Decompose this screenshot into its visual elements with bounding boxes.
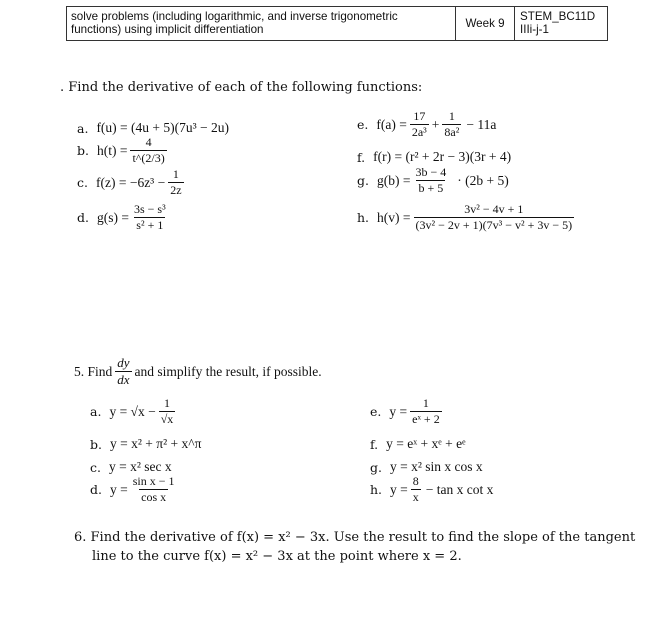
q4-item-f [357, 149, 511, 165]
denominator: s² + 1 [136, 218, 164, 232]
q4-item-e [357, 110, 496, 139]
item-label: h. [370, 482, 383, 497]
fraction [413, 166, 448, 195]
expression: y = x² sec x [108, 459, 172, 474]
q4-item-a [77, 120, 229, 136]
item-label: f. [357, 149, 366, 165]
numerator: 3v² − 4v + 1 [464, 202, 524, 216]
expression: y = x² sin x cos x [389, 459, 483, 474]
header-topic: solve problems (including logarithmic, and inverse trigonometric functions) using implicit differentiation [67, 7, 456, 40]
item-label: h. [357, 210, 370, 225]
q5-item-f [370, 436, 466, 452]
expression: f(r) = (r² + 2r − 3)(3r + 4) [373, 149, 512, 164]
q5-post: and simplify the result, if possible. [134, 363, 322, 379]
numerator: 17 [413, 109, 426, 123]
numerator: 3s − s³ [133, 202, 166, 216]
fraction [411, 475, 421, 504]
expression: g(s) = [96, 209, 129, 225]
header-table [66, 6, 608, 41]
numerator: 3b − 4 [415, 165, 447, 179]
fraction [159, 397, 176, 426]
expression: h(t) = [96, 142, 128, 158]
expression: y = eˣ + xᵉ + eᵉ [386, 436, 466, 451]
item-label: c. [77, 175, 88, 190]
fraction [131, 475, 177, 504]
item-label: e. [370, 404, 382, 419]
expression: g(b) = [376, 172, 411, 188]
numerator: 4 [145, 135, 152, 149]
q5-item-b [90, 436, 201, 452]
denominator: 8a² [444, 125, 460, 139]
expression: f(z) = −6z³ − [95, 174, 166, 190]
q6-line-1: 6. Find the derivative of f(x) = x² − 3x. Use the result to find the slope of the tangent [74, 530, 636, 545]
denominator: eˣ + 2 [412, 412, 440, 426]
item-label: g. [357, 173, 369, 188]
item-label: f. [370, 436, 379, 452]
q5-item-d [90, 475, 180, 504]
item-label: d. [77, 210, 89, 225]
fraction [414, 203, 575, 232]
denominator: x [412, 490, 419, 504]
fraction [132, 203, 168, 232]
q5-item-e [370, 397, 445, 426]
fraction [410, 397, 442, 426]
numerator: sin x − 1 [132, 474, 175, 488]
header-code-cell [515, 7, 607, 40]
numerator: dy [117, 355, 130, 370]
item-label: c. [90, 459, 101, 475]
numerator: 1 [172, 167, 179, 181]
q5-item-a [90, 397, 178, 426]
item-label: a. [90, 404, 102, 419]
header-code: STEM_BC11D [520, 10, 596, 23]
expression: y = [109, 481, 128, 497]
fraction [168, 168, 183, 197]
expression-rest: − tan x cot x [425, 481, 494, 497]
expression: f(a) = [376, 116, 407, 132]
fraction [442, 110, 461, 139]
q4-instruction: . Find the derivative of each of the following functions: [60, 80, 423, 95]
q5-item-g [370, 459, 483, 475]
item-label: g. [370, 459, 382, 475]
item-label: a. [77, 120, 89, 136]
numerator: 1 [164, 396, 170, 410]
item-label: b. [77, 143, 89, 158]
denominator: (3v² − 2v + 1)(7v³ − v² + 3v − 5) [415, 218, 573, 232]
expression: y = [389, 403, 408, 419]
denominator: b + 5 [418, 181, 444, 195]
item-label: e. [357, 117, 369, 132]
fraction [410, 110, 429, 139]
numerator: 1 [448, 109, 455, 123]
q5-item-h [370, 475, 493, 504]
expression-rest: · (2b + 5) [457, 172, 509, 188]
header-subcode: IIIi-j-1 [520, 23, 549, 36]
numerator: 8 [412, 474, 419, 488]
denominator: √x [160, 412, 174, 426]
q4-item-c [77, 168, 187, 197]
fraction [130, 136, 166, 165]
expression: y = √x − [109, 403, 156, 419]
q4-item-d [77, 203, 171, 232]
expression: h(v) = [377, 209, 411, 225]
denominator: dx [117, 372, 130, 387]
q5-pre: 5. Find [74, 363, 113, 379]
q4-item-g [357, 166, 509, 195]
expression: y = [390, 481, 408, 497]
item-label: b. [90, 436, 102, 452]
header-week: Week 9 [456, 7, 515, 40]
numerator: 1 [422, 396, 429, 410]
q6-line-2: line to the curve f(x) = x² − 3x at the point where x = 2. [92, 549, 462, 564]
denominator: 2z [170, 183, 182, 197]
denominator: 2a³ [411, 125, 427, 139]
q5-item-c [90, 459, 172, 475]
q4-item-b [77, 136, 170, 165]
expression: f(u) = (4u + 5)(7u³ − 2u) [96, 120, 230, 135]
expression: y = x² + π² + x^π [109, 436, 202, 451]
q4-item-h [357, 203, 577, 232]
q5-instruction [74, 356, 322, 387]
operator: + [431, 116, 440, 132]
denominator: cos x [141, 490, 167, 504]
derivative-fraction [115, 356, 131, 387]
denominator: t^(2/3) [132, 151, 165, 165]
expression-rest: − 11a [466, 116, 497, 132]
item-label: d. [90, 482, 102, 497]
